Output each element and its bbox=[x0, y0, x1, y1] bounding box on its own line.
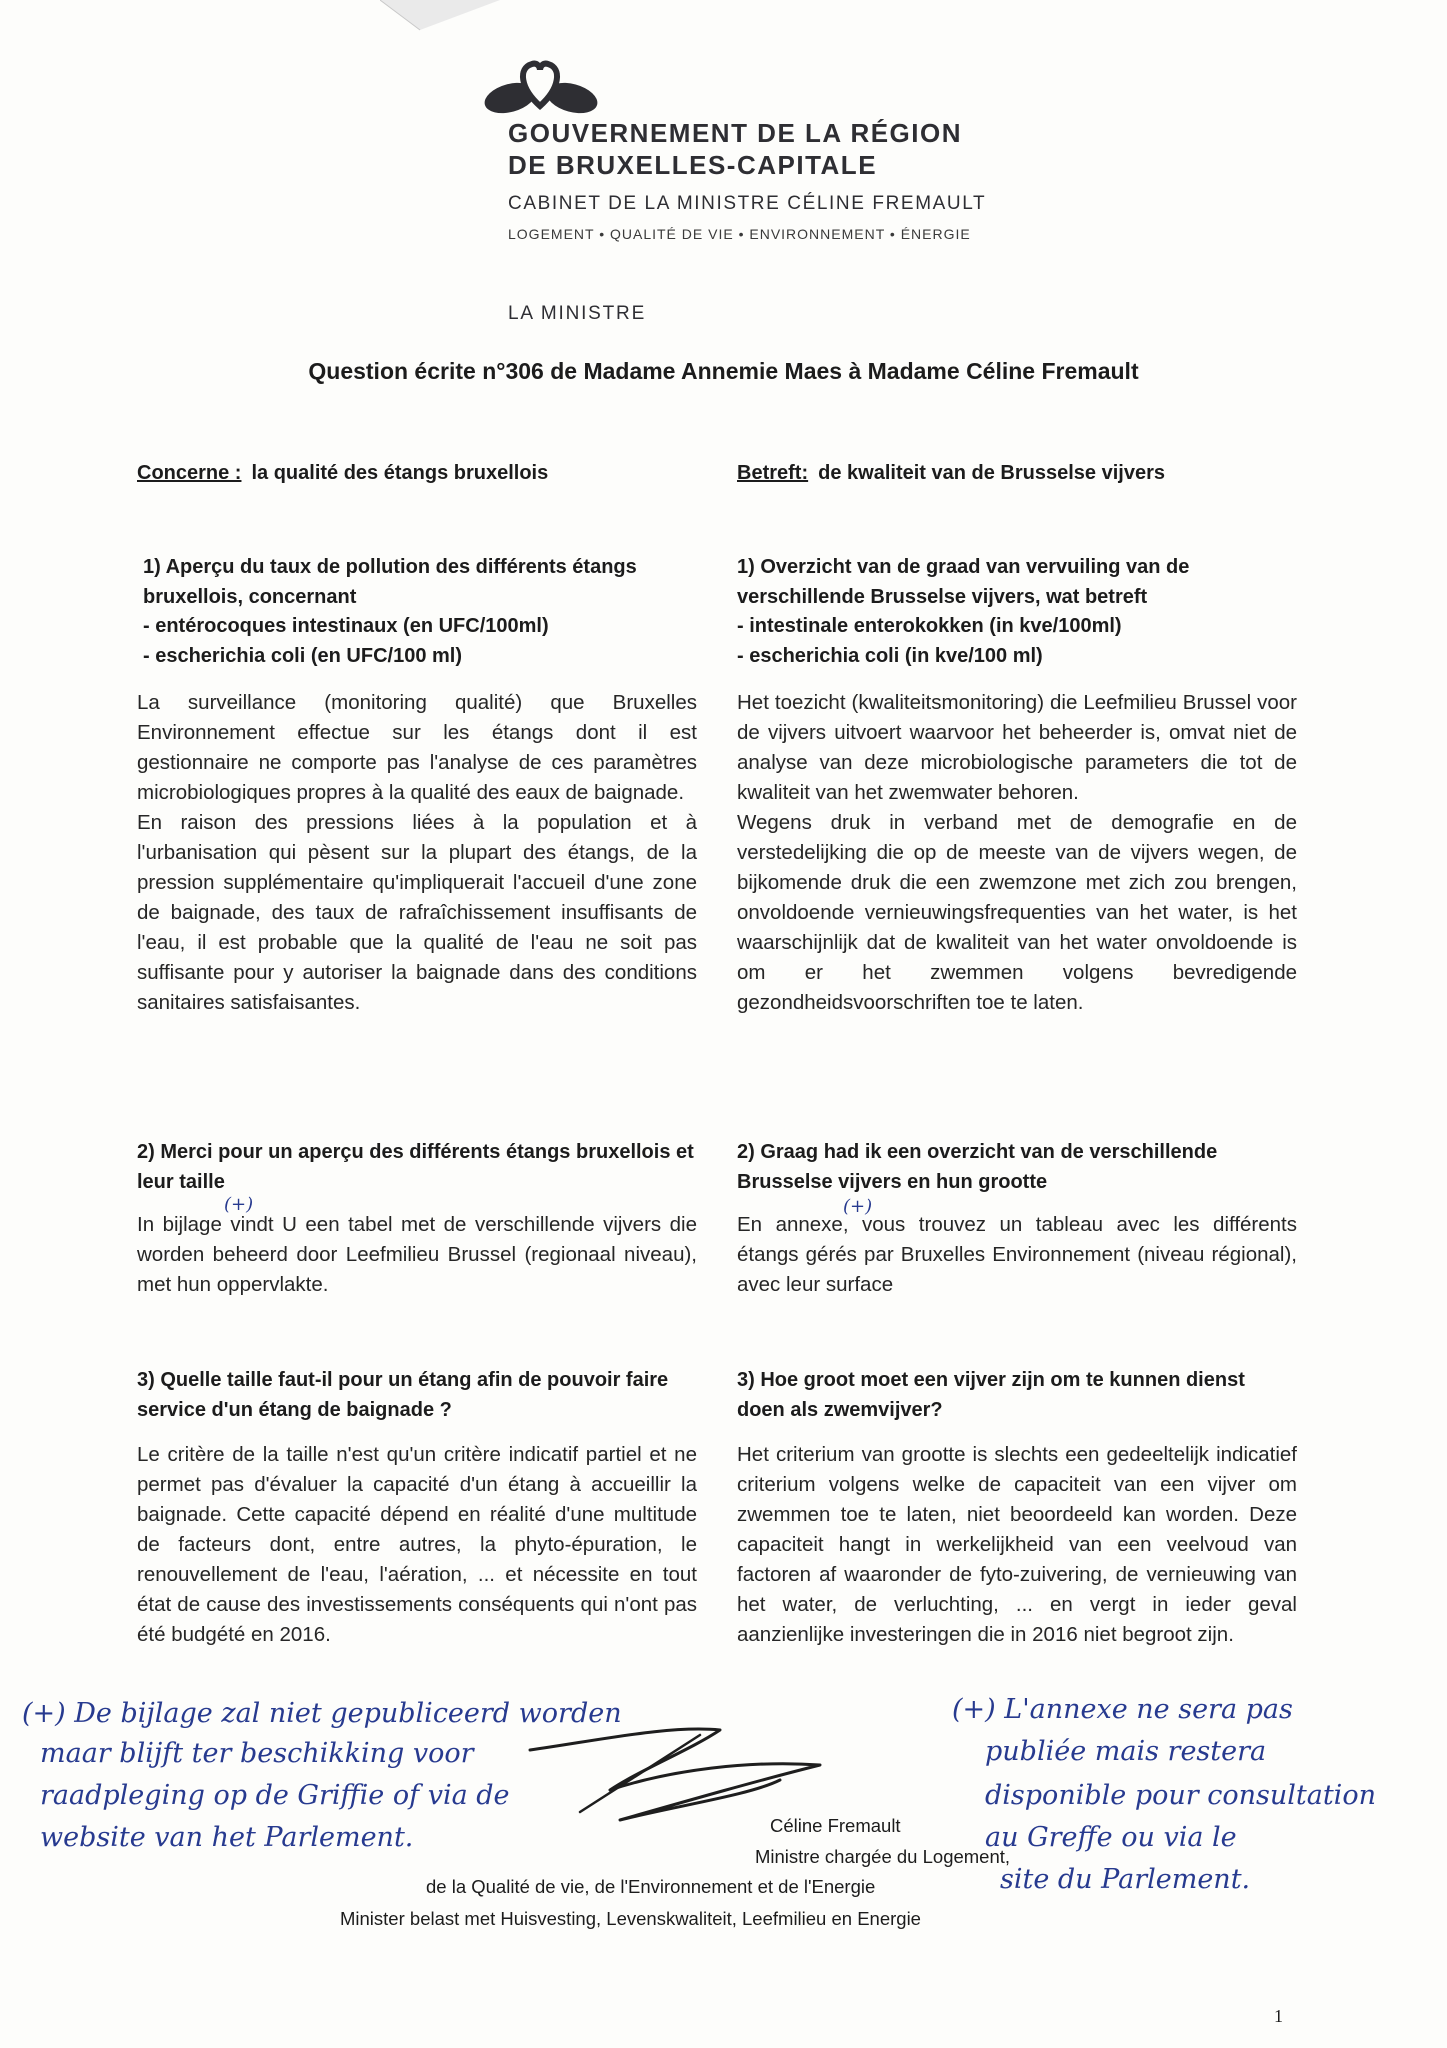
subject-fr-label: Concerne : bbox=[137, 462, 242, 484]
answer-2-fr-block bbox=[137, 1210, 697, 1300]
signatory-name: Céline Fremault bbox=[770, 1815, 901, 1836]
answer-3-fr: Le critère de la taille n'est qu'un critère indicatif partiel et ne permet pas d'évaluer la capacité d'un étang à accueillir la baignade. Cette capacité dépend en réalité d'une multitude de facteurs dont, entre autres, la phyto-épuration, le renouvellement de l'eau, l'aération, ... et nécessite en tout état de cause des investissements conséquents qui n'ont pas été budgété en 2016. bbox=[137, 1443, 697, 1646]
handwritten-note-nl-line1: (+) De bijlage zal niet gepubliceerd worden bbox=[22, 1698, 622, 1729]
question-2-nl: 2) Graag had ik een overzicht van de verschillende Brusselse vijvers en hun grootte bbox=[737, 1141, 1218, 1193]
answer-3-fr-block bbox=[137, 1440, 697, 1650]
heart-leaves-logo-icon bbox=[480, 54, 600, 118]
question-2-fr: 2) Merci pour un aperçu des différents étangs bruxellois et leur taille bbox=[137, 1141, 694, 1193]
question-3-fr: 3) Quelle taille faut-il pour un étang afin de pouvoir faire service d'un étang de baignade ? bbox=[137, 1369, 669, 1421]
answer-3-nl-block bbox=[737, 1440, 1297, 1650]
subject-nl-label: Betreft: bbox=[737, 462, 809, 484]
answer-1-fr: La surveillance (monitoring qualité) que Bruxelles Environnement effectue sur les étangs dont il est gestionnaire ne comporte pas l'analyse de ces paramètres microbiologiques propres à la qualité des eaux de baignade. En raison des pressions liées à la population et à l'urbanisation qui pèsent sur la plupart des étangs, de la pression supplémentaire qu'impliquerait l'accueil d'une zone de baignade, des taux de rafraîchissement insuffisants de l'eau, il est probable que la qualité de l'eau ne soit pas suffisante pour y autoriser la baignade dans des conditions sanitaires satisfaisantes. bbox=[137, 691, 697, 1014]
handwritten-note-nl-line3: raadpleging op de Griffie of via de bbox=[40, 1780, 510, 1811]
page-number: 1 bbox=[1274, 2006, 1283, 2026]
cabinet-name: CABINET DE LA MINISTRE CÉLINE FREMAULT bbox=[508, 193, 987, 214]
section-1-nl bbox=[737, 553, 1297, 671]
answer-3-nl: Het criterium van grootte is slechts een gedeeltelijk indicatief criterium volgens welke de capaciteit van een vijver om zwemmen toe te laten, niet beoordeeld kan worden. Deze capaciteit hangt in werkelijkheid van een veelvoud van factoren af waaronder de fyto-zuivering, de vernieuwing van het water, de verluchting, ... en vergt in ieder geval aanzienlijke investeringen die in 2016 niet begroot zijn. bbox=[737, 1443, 1297, 1646]
handwritten-note-fr-line5: site du Parlement. bbox=[1000, 1864, 1251, 1895]
section-3-fr bbox=[137, 1366, 697, 1425]
document-title: Question écrite n°306 de Madame Annemie Maes à Madame Céline Fremault bbox=[308, 358, 1139, 384]
answer-1-nl: Het toezicht (kwaliteitsmonitoring) die Leefmilieu Brussel voor de vijvers uitvoert waarvoor het beheerder is, omvat niet de analyse van deze microbiologische parameters die tot de kwaliteit van het zwemwater behoren. Wegens druk in verband met de demografie en de verstedelijking die op de meeste van de vijvers wegen, de bijkomende druk die een zwemzone met zich zou brengen, onvoldoende vernieuwingsfrequenties van het water, is het waarschijnlijk dat de kwaliteit van het water onvoldoende is om er het zwemmen volgens bevredigende gezondheidsvoorschriften toe te laten. bbox=[737, 691, 1297, 1014]
handwritten-note-fr-line4: au Greffe ou via le bbox=[985, 1822, 1237, 1853]
answer-2-nl-block bbox=[737, 1210, 1297, 1300]
answer-2-nl: En annexe, vous trouvez un tableau avec les différents étangs gérés par Bruxelles Environnement (niveau régional), avec leur surface bbox=[737, 1213, 1297, 1296]
office-title: LA MINISTRE bbox=[508, 303, 647, 324]
question-1-fr: 1) Aperçu du taux de pollution des différents étangs bruxellois, concernant - entérocoques intestinaux (en UFC/100ml) - escherichia coli (en UFC/100 ml) bbox=[143, 556, 637, 667]
answer-1-fr-block bbox=[137, 688, 697, 1018]
org-name-line2: DE BRUXELLES-CAPITALE bbox=[508, 150, 878, 180]
question-3-nl: 3) Hoe groot moet een vijver zijn om te kunnen dienst doen als zwemvijver? bbox=[737, 1369, 1245, 1421]
subject-nl bbox=[737, 462, 1297, 485]
question-1-nl: 1) Overzicht van de graad van vervuiling van de verschillende Brusselse vijvers, wat betreft - intestinale enterokokken (in kve/100ml) - escherichia coli (in kve/100 ml) bbox=[737, 556, 1190, 667]
signatory-title-nl: Minister belast met Huisvesting, Levenskwaliteit, Leefmilieu en Energie bbox=[340, 1908, 921, 1929]
handwritten-note-nl-line2: maar blijft ter beschikking voor bbox=[40, 1738, 474, 1769]
section-3-nl bbox=[737, 1366, 1297, 1425]
section-1-fr bbox=[137, 553, 697, 671]
page-fold-mark bbox=[380, 0, 500, 40]
handwritten-note-fr-line1: (+) L'annexe ne sera pas bbox=[952, 1694, 1293, 1725]
section-2-nl bbox=[737, 1138, 1297, 1197]
section-2-fr bbox=[137, 1138, 697, 1197]
handwritten-note-nl-line4: website van het Parlement. bbox=[40, 1822, 414, 1853]
cabinet-domains: LOGEMENT • QUALITÉ DE VIE • ENVIRONNEMENT • ÉNERGIE bbox=[508, 226, 971, 242]
signatory-title-fr-line2: de la Qualité de vie, de l'Environnement et de l'Energie bbox=[426, 1876, 876, 1897]
subject-nl-text: de kwaliteit van de Brusselse vijvers bbox=[818, 462, 1165, 484]
subject-fr-text: la qualité des étangs bruxellois bbox=[251, 462, 549, 484]
handwritten-note-fr-line2: publiée mais restera bbox=[985, 1736, 1267, 1767]
org-name-line1: GOUVERNEMENT DE LA RÉGION bbox=[508, 118, 963, 148]
answer-1-nl-block bbox=[737, 688, 1297, 1018]
annex-marker-fr: (+) bbox=[224, 1194, 254, 1215]
subject-fr bbox=[137, 462, 697, 485]
answer-2-fr: In bijlage vindt U een tabel met de verschillende vijvers die worden beheerd door Leefmilieu Brussel (regionaal niveau), met hun oppervlakte. bbox=[137, 1213, 697, 1296]
handwritten-signature bbox=[520, 1720, 840, 1830]
annex-marker-nl: (+) bbox=[843, 1196, 873, 1217]
handwritten-note-fr-line3: disponible pour consultation bbox=[985, 1780, 1376, 1811]
signatory-title-fr-line1: Ministre chargée du Logement, bbox=[755, 1846, 1011, 1867]
